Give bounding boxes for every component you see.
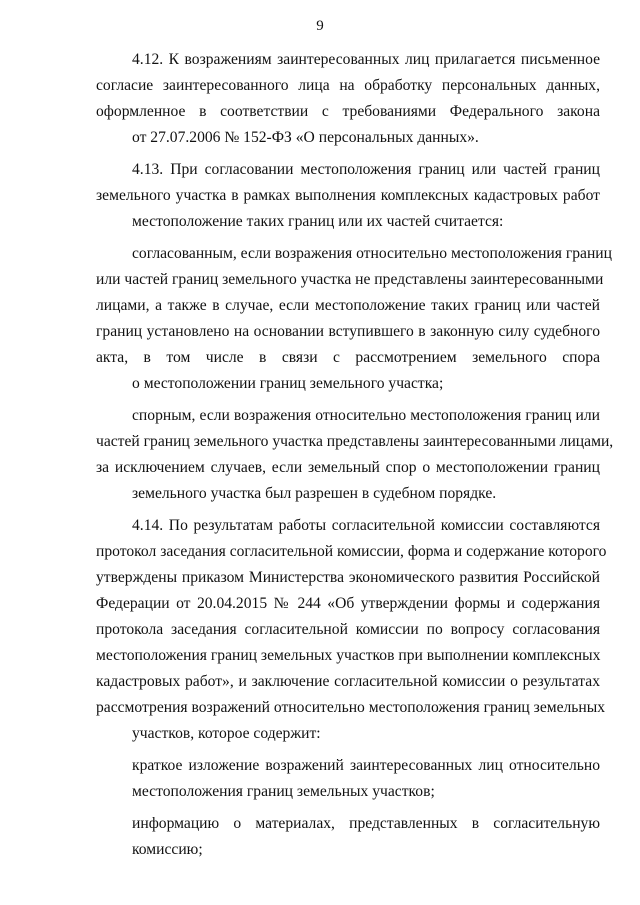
paragraph-p-summary: [96, 753, 600, 805]
text-line: частей границ земельного участка представлены заинтересованными лицами,: [96, 433, 614, 450]
text-line: комиссию;: [132, 841, 203, 858]
text-line: протокола заседания согласительной комиссии по вопросу согласования: [96, 621, 600, 638]
paragraph-p-4-14: [96, 513, 607, 747]
text-line: утверждены приказом Министерства экономического развития Российской: [96, 569, 600, 586]
text-line: земельного участка в рамках выполнения комплексных кадастровых работ: [96, 187, 600, 204]
text-line: или частей границ земельного участка не представлены заинтересованными: [96, 271, 604, 288]
paragraph-p-info: [96, 811, 600, 863]
text-line: спорным, если возражения относительно местоположения границ или: [132, 407, 600, 424]
text-line: за исключением случаев, если земельный спор о местоположении границ: [96, 459, 600, 476]
text-line: местоположения границ земельных участков при выполнении комплексных: [96, 647, 601, 664]
text-line: согласованным, если возражения относительно местоположения границ: [132, 245, 612, 262]
text-line: протокол заседания согласительной комиссии, форма и содержание которого: [96, 543, 607, 560]
text-line: кадастровых работ», и заключение согласительной комиссии о результатах: [96, 673, 600, 690]
text-line: границ установлено на основании вступившего в законную силу судебного: [96, 323, 600, 340]
text-line: лицами, а также в случае, если местоположение таких границ или частей: [96, 297, 600, 314]
text-line: 4.12. К возражениям заинтересованных лиц прилагается письменное: [132, 51, 600, 68]
paragraph-p-agreed: [96, 241, 612, 397]
text-line: краткое изложение возражений заинтересованных лиц относительно: [132, 757, 600, 774]
paragraph-p-4-13: [96, 157, 600, 235]
text-line: местоположение таких границ или их частей считается:: [132, 213, 504, 230]
text-line: земельного участка был разрешен в судебном порядке.: [132, 485, 497, 502]
text-line: оформленное в соответствии с требованиями Федерального закона: [96, 103, 600, 120]
text-line: 4.14. По результатам работы согласительной комиссии составляются: [132, 517, 600, 534]
paragraph-p-4-12: [96, 47, 600, 151]
text-line: рассмотрения возражений относительно местоположения границ земельных: [96, 699, 606, 716]
text-line: согласие заинтересованного лица на обработку персональных данных,: [96, 77, 600, 94]
paragraph-p-disputed: [96, 403, 614, 507]
page-number: 9: [316, 18, 324, 34]
text-line: информацию о материалах, представленных в согласительную: [132, 815, 600, 832]
text-line: местоположения границ земельных участков;: [132, 783, 435, 800]
text-line: Федерации от 20.04.2015 № 244 «Об утверждении формы и содержания: [96, 595, 600, 612]
text-line: акта, в том числе в связи с рассмотрением земельного спора: [96, 349, 600, 366]
text-line: о местоположении границ земельного участка;: [132, 375, 444, 392]
document-body: [96, 47, 614, 863]
text-line: 4.13. При согласовании местоположения границ или частей границ: [132, 161, 600, 178]
text-line: участков, которое содержит:: [132, 725, 321, 742]
text-line: от 27.07.2006 № 152-ФЗ «О персональных данных».: [132, 129, 479, 146]
